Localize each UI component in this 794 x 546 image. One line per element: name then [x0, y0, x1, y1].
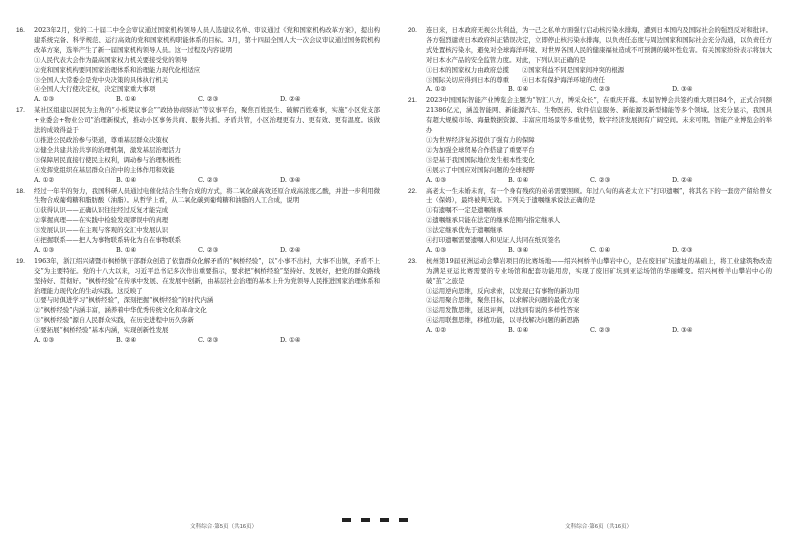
statement-option: ①运用逆向思维，反向求索，以发现已有事物的新功用 [426, 286, 580, 295]
statement-option: ①为世界经济复苏提供了强有力的保障 [426, 135, 535, 144]
statement-option: ③运用发散思维，延迟评判，以找到有说的多样性答案 [426, 306, 580, 315]
answer-choice: B. ①④ [508, 85, 529, 94]
answer-choice: B. ①④ [116, 95, 137, 104]
answer-choice: A. ①② [426, 85, 447, 94]
question-stem: 2023年2月，党的二十届二中全会审议通过国家机构领导人员人选建议名单、审议通过《党和国家机构改革方案》，提出构建系统完备、科学规范、运行高效的党和国家机构职能体系的目标。3月，第十四届全国人大一次会议审议通过国务院机构改革方案，选举产生了新一届国家机构领导人员。这一过程及内容说明 [34, 26, 380, 54]
answer-choice: A. ①③ [426, 245, 447, 254]
question-stem: 2023中国国际智能产业博览会主题为“智汇八方，博采众长”，在重庆开幕。本届智博会共签约重大项目84个，正式合同额21386亿元，涵盖智能网、新能源汽车、生物医药、软件信息服务、新能源及新型储能等多个领域。这充分显示，我国具有超大规模市场、海量数据资源、丰富应用场景等多重优势，数字经济发展拥有广阔空间。未来可期。智能产业博览会的举办 [426, 96, 772, 135]
answer-choice: B. ①④ [508, 175, 529, 184]
answer-choice: A. ①② [34, 175, 55, 184]
statement-option: ④要拓展“枫桥经验”基本内涵，实现创新性发展 [34, 326, 169, 335]
statement-option: ①要与时俱进学习“枫桥经验”，深刻把握“枫桥经验”的时代内涵 [34, 296, 214, 305]
answer-choices [412, 246, 772, 256]
statement-option: ④全国人大行使决定权，决定国家重大事项 [34, 85, 156, 94]
answer-choice: B. ②④ [116, 336, 137, 345]
question-block [16, 256, 380, 346]
answer-choice: D. ③④ [280, 175, 301, 184]
statement-option: ④把握联系——把人为事物联系转化为自在事物联系 [34, 236, 181, 245]
answer-choices [412, 85, 772, 95]
answer-choice: A. ①③ [34, 95, 55, 104]
answer-choice: D. ②④ [672, 175, 693, 184]
answer-choice: C. ②③ [590, 326, 611, 335]
question-number: 18. [16, 187, 25, 195]
statement-option: ①有遗嘱不一定是遗嘱继承 [426, 206, 503, 215]
question-number: 19. [16, 257, 25, 265]
statement-option: ③是基于我国国际地位发生根本性变化 [426, 155, 535, 164]
answer-choice: D. ②④ [280, 245, 301, 254]
answer-choice: C. ②③ [198, 336, 219, 345]
statement-option: ④发挥党组织在基层群众自治中的主体作用和效能 [34, 165, 175, 174]
answer-choice: C. ①④ [590, 245, 611, 254]
page-footer-right: 文科综合·第6页（共16页） [565, 524, 633, 530]
statement-option: ②遗嘱继承只能在法定的继承范围内指定继承人 [426, 216, 561, 225]
answer-choice: D. ③④ [672, 326, 693, 335]
answer-choice: A. ①③ [34, 336, 55, 345]
statement-option: ②运用聚合思维，聚焦目标，以求解决问题的最优方案 [426, 296, 580, 305]
left-column [16, 26, 380, 347]
answer-choice: D. ②③ [672, 245, 693, 254]
answer-choices [20, 336, 380, 346]
question-block [408, 26, 772, 95]
answer-choice: D. ①④ [280, 336, 301, 345]
statement-option: ④打印遗嘱需要遗嘱人和见证人共同在纸页签名 [426, 236, 561, 245]
question-block [408, 256, 772, 336]
statement-option: ③保障居民直接行使民主权利，调动参与治理积极性 [34, 155, 181, 164]
question-number: 17. [16, 107, 25, 115]
answer-choice: D. ③④ [672, 85, 693, 94]
statement-option: ①推进公民政治参与渠道，尊重基层群众决策权 [34, 135, 169, 144]
statement-option: ①人民代表大会作为最高国家权力机关要接受党的领导 [34, 55, 188, 64]
answer-choice: D. ②④ [280, 95, 301, 104]
statement-option: ①日本的国家权力由政府总揽 ②国家利益不同是国家间冲突的根源 [426, 65, 625, 74]
statement-option: ②党和国家机构要同国家治理体系和治理能力现代化相适应 [34, 65, 201, 74]
answer-choice: B. ①④ [116, 245, 137, 254]
page-footer-left: 文科综合·第5页（共16页） [190, 524, 258, 530]
statement-option: ①获得认识——正确认识往往经过反复才能完成 [34, 206, 169, 215]
question-block [16, 186, 380, 256]
question-number: 22. [408, 187, 417, 195]
answer-choices [412, 326, 772, 336]
answer-choice: A. ①③ [426, 175, 447, 184]
question-number: 21. [408, 97, 417, 105]
right-column [408, 26, 772, 337]
statement-option: ④运用联想思维，移植功能，以寻找解决问题的新思路 [426, 316, 580, 325]
question-stem: 某社区组建以居民为主角的“小板凳议事会”“政协协商驿站”等议事平台，聚焦百姓民生、破解百姓难事，实施“小区党支部+业委会+物业公司”治理新模式，推动小区事务共商、服务共抓、矛盾共管，小区治理更有力、更有效、更有温度。该做法的成效得益于 [34, 106, 380, 135]
statement-option: ③发展认识——在主观与客观的交汇中发展认识 [34, 226, 169, 235]
statement-option: ③全国人大常委会是党中央决策的具体执行机关 [34, 75, 169, 84]
answer-choices [412, 176, 772, 186]
answer-choice: A. ①③ [34, 245, 55, 254]
statement-option: ③“枫桥经验”源自人民群众实践，在历史进程中历久弥新 [34, 316, 194, 325]
question-block [408, 186, 772, 256]
answer-choice: B. ①④ [116, 175, 137, 184]
answer-choice: C. ②③ [198, 245, 219, 254]
question-block [408, 96, 772, 185]
answer-choice: C. ②③ [590, 175, 611, 184]
answer-choices [20, 246, 380, 256]
answer-choices [20, 95, 380, 105]
question-stem: 连日来，日本政府无视公共利益，为一己之私单方面强行启动核污染水排海，遭到日本国内及国际社会的强烈反对和批评。各方强烈谴责日本政府纠正错误决定，立即停止核污染水排海，以负责任态度与周边国家和国际社会充分沟通，以负责任方式处置核污染水，避免对全球海洋环境、对世界各国人民的健康福祉造成不可预测的破坏性危害。有关国家纷纷表示将加大对日本水产品的安全监管力度。对此，下列认识正确的是 [426, 26, 772, 64]
question-number: 16. [16, 27, 25, 34]
page-divider-marks [342, 518, 408, 522]
answer-choice: C. ②③ [198, 175, 219, 184]
statement-option: ②“枫桥经验”内涵丰富，涵养着中华优秀传统文化和革命文化 [34, 306, 207, 315]
question-stem: 高老太一生未婚未育，有一个身有残疾的弟弟需要照顾。年过八旬的高老太立下“打印遗嘱”，将其名下的一套房产留给曾女士（保姆），最终被判无效。下列关于遗嘱继承说法正确的是 [426, 186, 772, 205]
question-number: 23. [408, 257, 417, 265]
answer-choice: B. ①④ [508, 326, 529, 335]
question-block [16, 26, 380, 105]
question-number: 20. [408, 27, 417, 34]
statement-option: ②掌握真理——在实践中检验发现谬误中的真理 [34, 216, 169, 225]
answer-choice: B. ③④ [508, 245, 529, 254]
statement-option: ④展示了中国应对国际问题的全球视野 [426, 165, 535, 174]
answer-choice: C. ②③ [590, 85, 611, 94]
question-stem: 1963年，浙江绍兴诸暨市枫桥镇干部群众创造了依靠群众化解矛盾的“枫桥经验”，以“小事不出村，大事不出镇，矛盾不上交”为主要特征。党的十八大以来，习近平总书记多次作出重要指示，要求把“枫桥经验”坚持好、发展好，把党的群众路线坚持好、贯彻好。“枫桥经验”在传承中发展、在发展中创新，由基层社会治理的基本上升为党领导人民推进国家治理体系和治理能力现代化的生动实践。这反映了 [34, 256, 380, 295]
statement-option: ③国际关切应得到日本的尊重 ④日本有保护海洋环境的责任 [426, 75, 605, 84]
answer-choice: C. ②③ [198, 95, 219, 104]
question-block [16, 106, 380, 185]
answer-choices [20, 176, 380, 186]
question-stem: 经过一年半的努力，我国科研人员通过电催化结合生物合成的方式，将二氧化碳高效还原合成高浓度乙酸，并进一步利用微生物合成葡萄糖和脂肪酸（油脂）。从哲学上看，从二氧化碳到葡萄糖和油脂的人工合成，说明 [34, 186, 380, 205]
statement-option: ③法定继承优先于遗嘱继承 [426, 226, 503, 235]
statement-option: ②健全共建共治共享的治理机制，激发基层治理活力 [34, 145, 181, 154]
statement-option: ②为加强全球贸易合作搭建了重要平台 [426, 145, 535, 154]
question-stem: 杭州第19届亚洲运动会攀岩项目的比赛场地——绍兴柯桥羊山攀岩中心，是在废旧矿坑遗址的基础上，将工业建筑物改造为满足亚运比赛需要的专业场馆和配套功能用房，实现了废旧矿坑到亚运场馆的华丽蝶变。绍兴柯桥羊山攀岩中心的破“茧”之旅是 [426, 256, 772, 285]
answer-choice: A. ①② [426, 326, 447, 335]
